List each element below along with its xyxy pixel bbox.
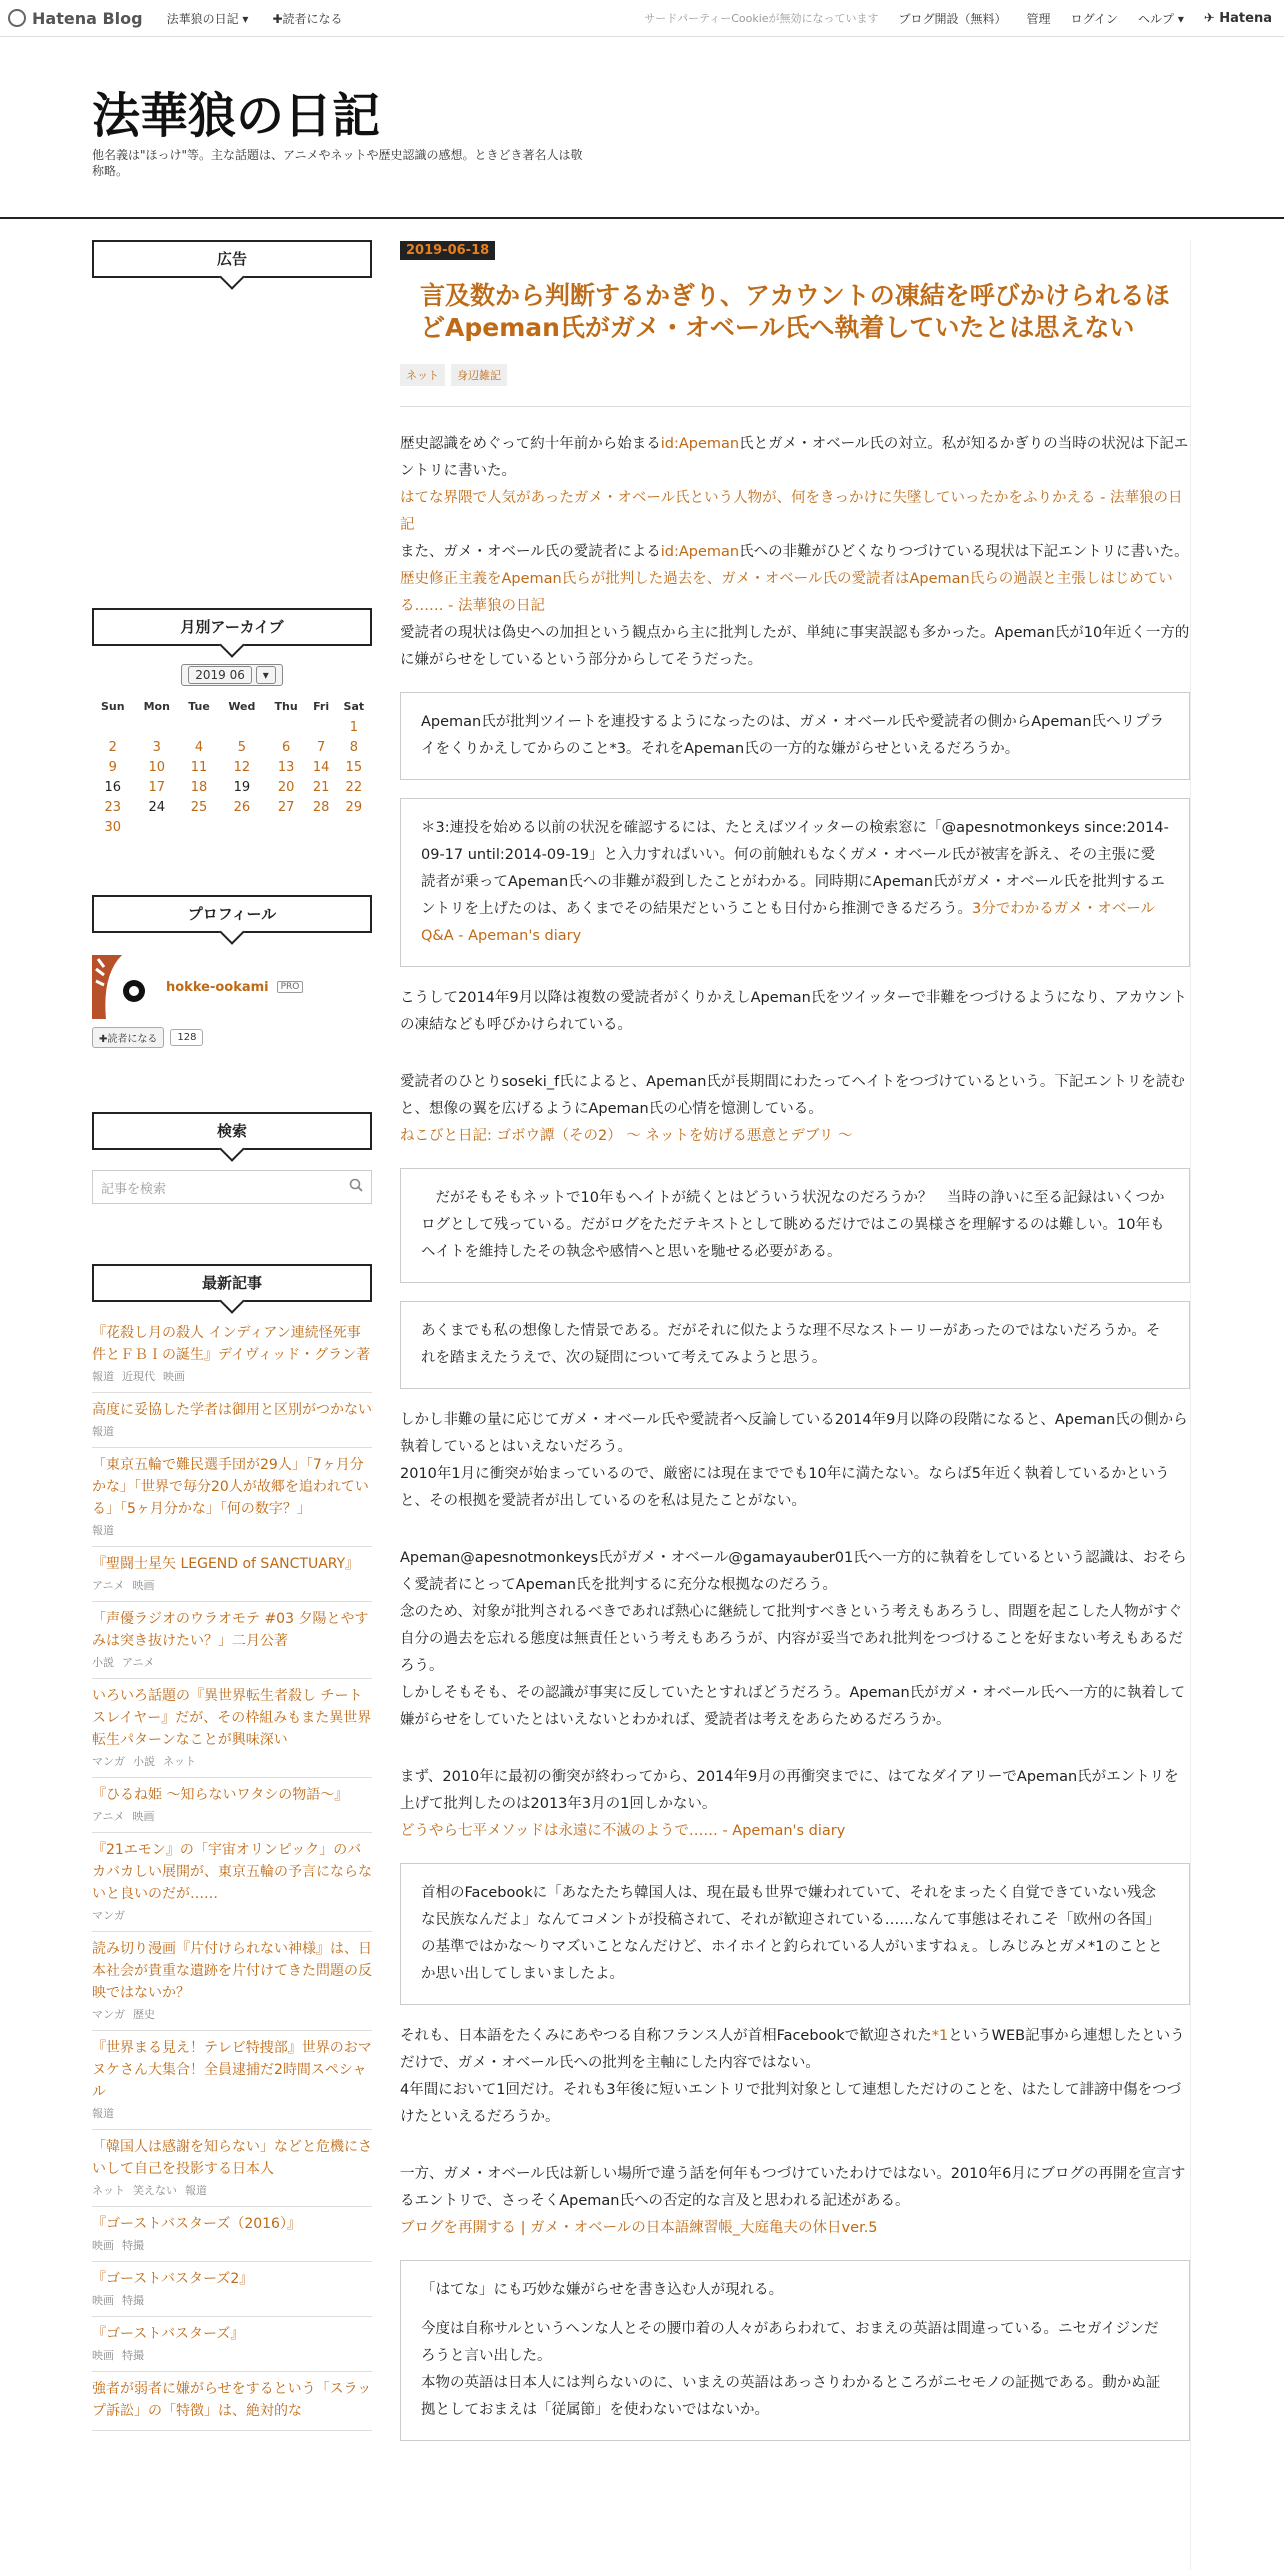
recent-item-category[interactable]: アニメ	[92, 1810, 125, 1823]
calendar-day-link[interactable]: 7	[316, 739, 326, 755]
recent-item-title[interactable]: 「声優ラジオのウラオモテ #03 夕陽とやすみは突き抜けたい？」二月公著	[92, 1611, 369, 1649]
recent-item	[92, 1778, 372, 1833]
recent-item-title[interactable]: 『ゴーストバスターズ』	[92, 2326, 245, 2342]
calendar-day: 19	[233, 779, 251, 795]
blockquote: Apeman氏が批判ツイートを連投するようになったのは、ガメ・オベール氏や愛読者の側からApeman氏へリプライをくりかえしてからのこと*3。それをApeman氏の一方的な嫌がらせといえるだろうか。	[400, 692, 1190, 780]
avatar-icon	[92, 955, 156, 1019]
calendar-day-link[interactable]: 29	[345, 799, 363, 815]
blockquote: だがそもそもネットで10年もヘイトが続くとはどういう状況なのだろうか？ 当時の諍いに至る記録はいくつかログとして残っている。だがログをただテキストとして眺めるだけではこの異様さを理解するのは難しい。10年もヘイトを維持したその執念や感情へと思いを馳せる必要がある。	[400, 1168, 1190, 1283]
calendar-day: 24	[148, 799, 166, 815]
divider	[400, 406, 1190, 407]
paragraph: こうして2014年9月以降は複数の愛読者がくりかえしApeman氏をツイッターで非難をつづけるようになり、アカウントの凍結なども呼びかけられている。	[400, 990, 1187, 1033]
recent-item-title[interactable]: 『世界まる見え！テレビ特捜部』世界のおマヌケさん大集合！全員逮捕だ2時間スペシャル	[92, 2040, 372, 2100]
calendar-day-link[interactable]: 5	[237, 739, 246, 755]
blockquote: 首相のFacebookに「あなたたち韓国人は、現在最も世界で嫌われていて、それをまったく自覚できていない残念な民族なんだよ」なんてコメントが投稿されて、それが歓迎されている……なんて事態はそれこそ「欧州の各国」の基準ではかな〜りマズいことなんだけど、ホイホイと釣られている人がいますねぇ。しみじみとガメ*1のこととか思い出してしまいましたよ。	[400, 1863, 1190, 2005]
recent-item-category[interactable]: 映画	[132, 1810, 155, 1823]
recent-item-title[interactable]: 「東京五輪で難民選手団が29人」「7ヶ月分かな」「世界で毎分20人が故郷を追われている」「5ヶ月分かな」「何の数字？」	[92, 1457, 369, 1517]
calendar-day: 16	[104, 779, 122, 795]
recent-item-title[interactable]: 強者が弱者に嫌がらせをするという「スラップ訴訟」の「特徴」は、絶対的な	[92, 2381, 372, 2419]
global-header	[0, 0, 1284, 37]
chevron-down-icon: ▾	[256, 666, 276, 684]
recent-module	[92, 1264, 372, 2431]
blockquote	[400, 798, 1190, 967]
recent-heading: 最新記事	[92, 1264, 372, 1302]
cookie-notice: サードパーティーCookieが無効になっています	[644, 12, 879, 25]
paragraph	[400, 539, 1190, 566]
calendar-day-link[interactable]: 13	[277, 759, 295, 775]
profile-name[interactable]: hokke-ookami	[166, 979, 269, 995]
text: ＊3:連投を始める以前の状況を確認するには、たとえばツイッターの検索窓に「@apesnotmonkeys since:2014-09-17 until:2014-09-19」と入力すればいい。何の前触れもなくガメ・オベール氏が被害を訴え、その主張に愛読者が乗ってApeman氏への非難が殺到したことがわかる。同時期にApeman氏がガメ・オベール氏を批判するエントリを上げたのは、あくまでその結果だということも日付から推測できるだろう。	[421, 820, 1169, 917]
recent-item	[92, 1932, 372, 2031]
recent-item-title[interactable]: 『ゴーストバスターズ（2016）』	[92, 2216, 301, 2232]
entry-link[interactable]: ブログを再開する | ガメ・オベールの日本語練習帳_大庭亀夫の休日ver.5	[400, 2220, 878, 2236]
recent-item	[92, 1547, 372, 1602]
recent-item-category[interactable]: 映画	[132, 1579, 155, 1592]
recent-item	[92, 2372, 372, 2431]
recent-item-title[interactable]: 『21エモン』の「宇宙オリンピック」のバカバカしい展開が、東京五輪の予言にならないと良いのだが……	[92, 1842, 372, 1902]
subscriber-count[interactable]: 128	[170, 1029, 203, 1046]
recent-item	[92, 1393, 372, 1448]
blog-title[interactable]: 法華狼の日記	[92, 88, 381, 144]
hatena-icon: ✈	[1203, 10, 1215, 26]
archive-month-select[interactable]	[181, 664, 282, 686]
caret-down-icon: ▾	[242, 11, 249, 26]
entry	[400, 240, 1190, 2459]
calendar-day-link[interactable]: 30	[104, 819, 122, 835]
entry-title[interactable]: 言及数から判断するかぎり、アカウントの凍結を呼びかけられるほどApeman氏がガメ・オベール氏へ執着していたとは思えない	[420, 281, 1170, 342]
calendar-weekday: Wed	[228, 700, 256, 713]
recent-item	[92, 1833, 372, 1932]
profile-heading: プロフィール	[92, 895, 372, 933]
recent-item-title[interactable]: 『ゴーストバスターズ2』	[92, 2271, 254, 2287]
entry-link[interactable]: ねこびと日記: ゴボウ譚（その2） 〜 ネットを妨げる悪意とデブリ 〜	[400, 1128, 853, 1144]
hatena-logo-icon	[8, 9, 26, 27]
admin-link[interactable]: 管理	[1026, 11, 1051, 26]
login-link[interactable]: ログイン	[1070, 11, 1118, 26]
quote-line: 「はてな」にも巧妙な嫌がらせを書き込む人が現れる。	[421, 2282, 784, 2298]
calendar-day-link[interactable]: 17	[148, 779, 166, 795]
recent-item-category[interactable]: アニメ	[92, 1579, 125, 1592]
recent-list	[92, 1316, 372, 2431]
calendar-day-link[interactable]: 27	[277, 799, 295, 815]
recent-item-category[interactable]: 報道	[92, 2107, 114, 2120]
calendar-day-link[interactable]: 3	[152, 739, 161, 755]
entry-link[interactable]: 歴史修正主義をApeman氏らが批判した過去を、ガメ・オベール氏の愛読者はApeman氏らの過誤と主張しはじめている…… - 法華狼の日記	[400, 571, 1173, 614]
search-input[interactable]	[92, 1170, 372, 1204]
recent-item-title[interactable]: 読み切り漫画『片付けられない神様』は、日本社会が貴重な遺跡を片付けてきた問題の反映ではないか？	[92, 1941, 372, 2001]
blog-header	[0, 37, 1284, 219]
calendar-day-link[interactable]: 26	[233, 799, 251, 815]
recent-item-category[interactable]: 特撮	[122, 2294, 144, 2307]
calendar-day-link[interactable]: 20	[277, 779, 295, 795]
recent-item-category[interactable]: 笑えない	[133, 2184, 177, 2197]
ad-heading: 広告	[92, 240, 372, 278]
paragraph: 愛読者のひとりsoseki_f氏によると、Apeman氏が長期間にわたってヘイトをつづけているという。下記エントリを読むと、想像の翼を広げるようにApeman氏の心情を憶測している。	[400, 1074, 1185, 1117]
calendar-day-link[interactable]: 23	[104, 799, 122, 815]
apeman-id-link[interactable]: id:Apeman	[660, 436, 740, 452]
paragraph: 愛読者の現状は偽史への加担という観点から主に批判したが、単純に事実誤認も多かった。Apeman氏が10年近く一方的に嫌がらせをしているという部分からしてそうだった。	[400, 625, 1190, 668]
recent-item	[92, 1602, 372, 1679]
search-heading: 検索	[92, 1112, 372, 1150]
archive-month-value: 2019 06	[188, 666, 252, 684]
search-module	[92, 1112, 372, 1204]
calendar-weekday: Tue	[188, 700, 210, 713]
sidebar	[92, 240, 372, 2431]
calendar-day-link[interactable]: 8	[349, 739, 358, 755]
text: 氏への非難がひどくなりつづけている現状は下記エントリに書いた。	[739, 544, 1189, 560]
hatena-menu-label: Hatena	[1219, 10, 1272, 26]
help-menu-label: ヘルプ	[1137, 11, 1174, 26]
plus-icon: ✚	[99, 1034, 108, 1045]
calendar-weekday: Fri	[313, 700, 330, 713]
calendar-day-link[interactable]: 14	[312, 759, 330, 775]
ad-module	[92, 240, 372, 278]
entry-category[interactable]: 身辺雑記	[451, 364, 507, 386]
calendar-weekday: Mon	[143, 700, 170, 713]
calendar-day-link[interactable]: 6	[281, 739, 291, 755]
recent-item-title[interactable]: いろいろ話題の『異世界転生者殺し チートスレイヤー』だが、その枠組みもまた異世界転生パターンなことが興味深い	[92, 1688, 372, 1748]
recent-item-category[interactable]: マンガ	[92, 2008, 125, 2021]
subscribe-link-label: 読者になる	[282, 11, 343, 26]
text: それも、日本語をたくみにあやつる自称フランス人が首相Facebookで歓迎された	[400, 2028, 932, 2044]
calendar-weekday: Thu	[274, 700, 298, 713]
blog-description: 他名義は"ほっけ"等。主な話題は、アニメやネットや歴史認識の感想。ときどき著名人は敬称略。	[92, 148, 583, 178]
caret-down-icon: ▾	[1177, 11, 1184, 26]
pro-badge: PRO	[277, 981, 304, 993]
recent-item-category[interactable]: 近現代	[122, 1370, 155, 1383]
entry-link[interactable]: はてな界隈で人気があったガメ・オベール氏という人物が、何をきっかけに失墜していったかをふりかえる - 法華狼の日記	[400, 490, 1183, 533]
profile-module	[92, 895, 372, 1048]
open-blog-link[interactable]: ブログ開設（無料）	[898, 11, 1007, 26]
calendar-day-link[interactable]: 9	[108, 759, 117, 775]
calendar-day-link[interactable]: 22	[345, 779, 363, 795]
recent-item-category[interactable]: 特撮	[122, 2349, 144, 2362]
calendar-day-link[interactable]: 2	[108, 739, 117, 755]
paragraph	[400, 431, 1190, 485]
entry-link[interactable]: 3分でわかるガメ・オベールQ&A - Apeman's diary	[421, 901, 1155, 944]
entry-categories	[400, 364, 1190, 386]
recent-item	[92, 2130, 372, 2207]
calendar-day-link[interactable]: 10	[148, 759, 166, 775]
help-menu[interactable]	[1138, 10, 1184, 27]
search-icon[interactable]	[349, 1178, 363, 1196]
paragraph: 4年間において1回だけ。それも3年後に短いエントリで批判対象として連想しただけのことを、はたして誹謗中傷をつづけたといえるだろうか。	[400, 2082, 1182, 2125]
recent-item-category[interactable]: ネット	[92, 2184, 125, 2197]
recent-item-category[interactable]: 小説	[133, 1755, 155, 1768]
hatena-blog-logo-text: Hatena Blog	[32, 8, 143, 28]
calendar-day-link[interactable]: 21	[312, 779, 330, 795]
paragraph: Apeman@apesnotmonkeys氏がガメ・オベール@gamayauber01氏へ一方的に執着をしているという認識は、おそらく愛読者にとってApeman氏を批判するに充分な根拠なのだろう。	[400, 1550, 1187, 1593]
recent-item	[92, 2317, 372, 2372]
paragraph: しかし非難の量に応じてガメ・オベール氏や愛読者へ反論している2014年9月以降の段階になると、Apeman氏の側から執着しているとはいえないだろう。	[400, 1412, 1188, 1455]
paragraph: しかしそもそも、その認識が事実に反していたとすればどうだろう。Apeman氏がガメ・オベール氏へ一方的に執着して嫌がらせをしていたとはいえないとわかれば、愛読者は考えをあらためるだろうか。	[400, 1685, 1185, 1728]
recent-item-title[interactable]: 『花殺し月の殺人 インディアン連続怪死事件とＦＢＩの誕生』デイヴィッド・グラン著	[92, 1325, 371, 1363]
calendar-weekday: Sun	[100, 700, 125, 713]
avatar[interactable]	[92, 955, 156, 1019]
recent-item-category[interactable]: マンガ	[92, 1909, 125, 1922]
recent-item-category[interactable]: 報道	[92, 1425, 114, 1438]
recent-item-category[interactable]: 特撮	[122, 2239, 144, 2252]
calendar-day-link[interactable]: 18	[190, 779, 208, 795]
recent-item	[92, 2262, 372, 2317]
archive-calendar	[92, 696, 372, 837]
archive-heading: 月別アーカイブ	[92, 608, 372, 646]
recent-item-category[interactable]: 報道	[92, 1370, 114, 1383]
recent-item-category[interactable]: 歴史	[133, 2008, 155, 2021]
calendar-weekday: Sat	[343, 700, 365, 713]
calendar-day-link[interactable]: 28	[312, 799, 330, 815]
recent-item-title[interactable]: 高度に妥協した学者は御用と区別がつかない	[92, 1402, 372, 1418]
blockquote	[400, 2260, 1190, 2441]
recent-item-category[interactable]: 報道	[185, 2184, 207, 2197]
paragraph	[400, 2023, 1190, 2077]
blog-diary-menu-label: 法華狼の日記	[166, 11, 239, 26]
paragraph: まず、2010年に最初の衝突が終わってから、2014年9月の再衝突までに、はてなダイアリーでApeman氏がエントリを上げて批判したのは2013年3月の1回しかない。	[400, 1769, 1179, 1812]
archive-module	[92, 608, 372, 837]
paragraph: 念のため、対象が批判されるべきであれば熱心に継続して批判すべきという考えもあろうし、問題を起こした人物がすぐ自分の過去を忘れる態度は無責任という考えもあろうが、内容が妥当であれ批判をつづけることを好まない考えもあるだろう。	[400, 1604, 1183, 1674]
footnote-link[interactable]: *1	[931, 2028, 949, 2044]
recent-item-title[interactable]: 『ひるね姫 ～知らないワタシの物語～』	[92, 1787, 349, 1803]
recent-item	[92, 1448, 372, 1547]
paragraph: 2010年1月に衝突が始まっているので、厳密には現在まででも10年に満たない。ならば5年近く執着しているかというと、その根拠を愛読者が出しているのを私は見たことがない。	[400, 1466, 1170, 1509]
recent-item-category[interactable]: マンガ	[92, 1755, 125, 1768]
hatena-blog-logo[interactable]	[8, 9, 143, 28]
calendar-day-link[interactable]: 4	[194, 739, 204, 755]
recent-item-category[interactable]: 映画	[92, 2239, 114, 2252]
calendar-day-link[interactable]: 12	[233, 759, 251, 775]
quote-line: 今度は自称サルというヘンな人とその腰巾着の人々があらわれて、おまえの英語は間違っている。ニセガイジンだろうと言い出した。	[421, 2321, 1159, 2364]
subscribe-link[interactable]	[272, 10, 342, 27]
recent-item	[92, 1316, 372, 1393]
text: また、ガメ・オベール氏の愛読者による	[400, 544, 661, 560]
content-divider	[1190, 240, 1191, 2570]
recent-item-title[interactable]: 『聖闘士星矢 LEGEND of SANCTUARY』	[92, 1556, 360, 1572]
calendar-day-link[interactable]: 1	[349, 719, 358, 735]
calendar-day-link[interactable]: 11	[190, 759, 208, 775]
paragraph: 一方、ガメ・オベール氏は新しい場所で違う話を何年もつづけていたわけではない。2010年6月にブログの再開を宣言するエントリで、さっそくApeman氏への否定的な言及と思われる記述がある。	[400, 2166, 1186, 2209]
recent-item	[92, 2031, 372, 2130]
recent-item-category[interactable]: 映画	[92, 2294, 114, 2307]
recent-item-category[interactable]: ネット	[163, 1755, 196, 1768]
plus-icon: ✚	[272, 11, 283, 26]
quote-line: 本物の英語は日本人には判らないのに、いまえの英語はあっさりわかるところがニセモノの証拠である。動かぬ証拠としておまえは「従属節」を使わないではないか。	[421, 2375, 1161, 2418]
blockquote: あくまでも私の想像した情景である。だがそれに似たような理不尽なストーリーがあったのではないだろうか。それを踏まえたうえで、次の疑問について考えてみようと思う。	[400, 1301, 1190, 1389]
text: 氏とガメ・オベール氏の対立。私が知るかぎりの当時の状況は下記エントリに書いた。	[400, 436, 1189, 479]
calendar-day-link[interactable]: 25	[190, 799, 208, 815]
ad-space	[92, 278, 372, 608]
text: 歴史認識をめぐって約十年前から始まる	[400, 436, 661, 452]
blog-diary-menu[interactable]	[167, 10, 249, 27]
recent-item	[92, 1679, 372, 1778]
entry-category[interactable]: ネット	[400, 364, 445, 386]
recent-item-category[interactable]: 映画	[163, 1370, 185, 1383]
search-placeholder: 記事を検索	[101, 1181, 167, 1197]
apeman-id-link[interactable]: id:Apeman	[660, 544, 740, 560]
profile-subscribe-button[interactable]	[92, 1027, 164, 1048]
profile-subscribe-label: 読者になる	[107, 1034, 158, 1045]
recent-item-category[interactable]: 小説	[92, 1656, 114, 1669]
recent-item-category[interactable]: アニメ	[122, 1656, 155, 1669]
recent-item-category[interactable]: 映画	[92, 2349, 114, 2362]
recent-item	[92, 2207, 372, 2262]
recent-item-category[interactable]: 報道	[92, 1524, 114, 1537]
hatena-menu[interactable]	[1204, 11, 1272, 26]
entry-date[interactable]: 2019-06-18	[400, 241, 495, 260]
calendar-day-link[interactable]: 15	[345, 759, 363, 775]
recent-item-title[interactable]: 「韓国人は感謝を知らない」などと危機にさいして自己を投影する日本人	[92, 2139, 372, 2177]
entry-link[interactable]: どうやら七平メソッドは永遠に不滅のようで…… - Apeman's diary	[400, 1823, 846, 1839]
text: というWEB記事から連想したというだけで、ガメ・オベール氏への批判を主軸にした内容ではない。	[400, 2028, 1185, 2071]
